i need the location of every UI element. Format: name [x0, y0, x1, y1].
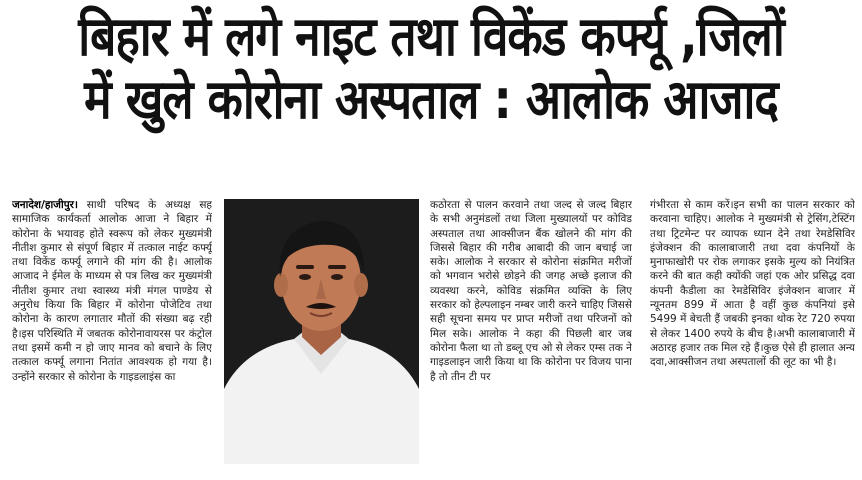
column-2-text: कठोरता से पालन करवाने तथा जल्द से जल्द बिहार के सभी अनुमंडलों तथा जिला मुख्यालयों पर कोविड अस्पताल तथा आक्सीजन बैंक खोलने की मांग की जिससे बिहार की गरीब आबादी की जान बचाई जा सके। आलोक ने सरकार से कोरोना संक्रमित मरीजों को भगवान भरोसे छोड़ने की जगह अच्छे इलाज की व्यवस्था करने, कोविड संक्रमित व्यक्ति के लिए सरकार को हेल्पलाइन नम्बर जारी करने चाहिए जिससे सही सूचना समय पर प्राप्त मरीजों तथा परिजनों को मिल सके। आलोक ने कहा की पिछली बार जब कोरोना फैला था तो डब्लू एच ओ से लेकर एम्स तक ने गाइडलाइन जारी किया था कि कोरोना पर विजय पाना है तो तीन टी पर [430, 199, 632, 383]
article-column-2 [430, 198, 632, 476]
dateline: जनादेश/हाजीपुर। [12, 199, 78, 211]
portrait-photo [224, 199, 419, 464]
article-column-3 [650, 198, 855, 476]
portrait-illustration [224, 199, 419, 464]
headline [0, 6, 862, 132]
headline-line-1: बिहार में लगे नाइट तथा विकेंड कर्फ्यू ,जिलों [78, 4, 784, 68]
column-3-text: गंभीरता से काम करें।इन सभी का पालन सरकार को करवाना चाहिए। आलोक ने मुख्यमंत्री से ट्रेसिंग,टेस्टिंग तथा ट्रिटमेन्ट पर व्यापक ध्यान देने तथा रेमडेसिविर इंजेक्शन की कालाबाजारी तथा दवा कंपनियों के मुनाफाखोरी पर रोक लगाकर इसके मुल्य को नियंत्रित करने की बात कही क्योंकी जहां एक ओर प्रसिद्ध दवा कंपनी कैडीला का रेमडेसिविर इंजेक्शन बाजार में न्यूनतम 899 में आता है वहीं कुछ कंपनियां इसे 5499 में बेचती हैं जबकी इनका थोक रेट 720 रुपया से लेकर 1400 रुपये के बीच है।अभी कालाबाजारी में अठारह हजार तक मिल रहे हैं।कुछ ऐसे ही हालात अन्य दवा,आक्सीजन तथा अस्पतालों की लूट का भी है। [650, 199, 855, 369]
article-column-1 [12, 198, 212, 476]
headline-line-2: में खुले कोरोना अस्पताल : आलोक आजाद [84, 67, 778, 131]
column-1-text: साथी परिषद के अध्यक्ष सह सामाजिक कार्यकर्ता आलोक आजा ने बिहार में कोरोना के भयावह होते स्वरूप को लेकर मुख्यमंत्री नीतीश कुमार से संपूर्ण बिहार में तत्काल नाईट कर्फ्यू तथा विकेंड कर्फ्यू लगाने की मांग की है। आलोक आजाद ने ईमेल के माध्यम से पत्र लिख कर मुख्यमंत्री नीतीश कुमार तथा स्वास्थ्य मंत्री मंगल पाण्डेय से अनुरोध किया कि बिहार में कोरोना पोजेटिव तथा कोरोना के कारण लगातार मौतों की संख्या बढ़ रही है।इस परिस्थिति में जबतक कोरोनावायरस पर कंट्रोल तथा इसमें कमी न हो जाए मानव को बचाने के लिए तत्काल कर्फ्यू लगाना नितांत आवश्यक हो गया है। उन्होंने सरकार से कोरोना के गाइडलाइंस का [12, 199, 212, 383]
